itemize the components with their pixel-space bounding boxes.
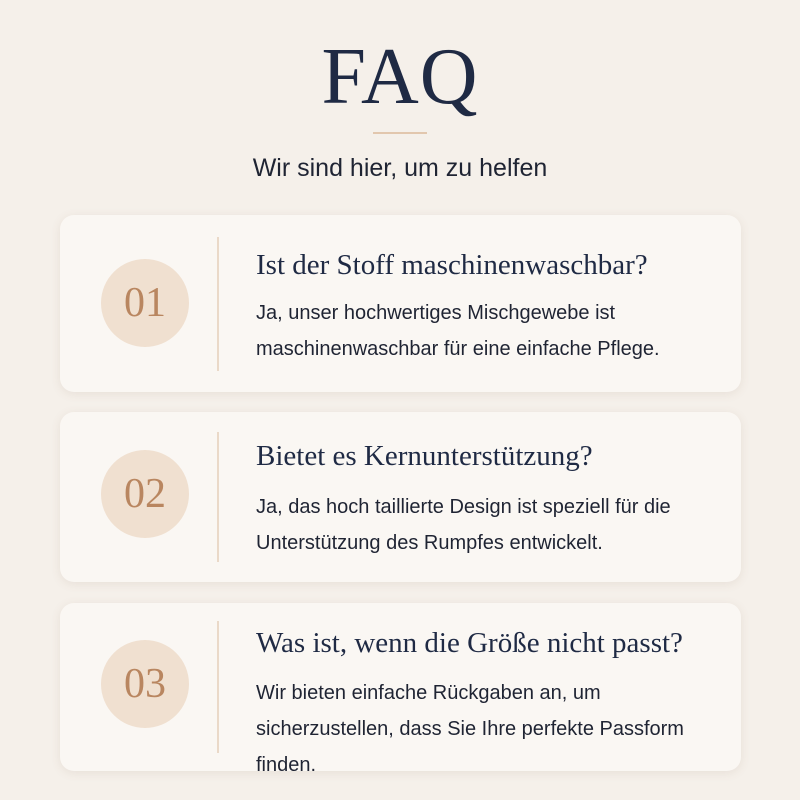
page-subtitle: Wir sind hier, um zu helfen xyxy=(252,154,548,182)
card-divider xyxy=(217,237,219,371)
faq-number-badge: 02 xyxy=(101,450,189,538)
faq-number-badge: 03 xyxy=(101,640,189,728)
faq-question: Bietet es Kernunterstützung? xyxy=(256,440,593,472)
faq-answer: Ja, unser hochwertiges Mischgewebe ist maschinenwaschbar für eine einfache Pflege. xyxy=(256,302,660,360)
faq-item-2[interactable] xyxy=(60,412,741,582)
card-divider xyxy=(217,621,219,753)
faq-question: Ist der Stoff maschinenwaschbar? xyxy=(256,249,648,281)
faq-item-1[interactable] xyxy=(60,215,741,392)
page-title: FAQ xyxy=(321,33,479,121)
faq-item-3[interactable] xyxy=(60,603,741,776)
card-divider xyxy=(217,432,219,562)
faq-number-badge: 01 xyxy=(101,259,189,347)
title-divider xyxy=(373,132,427,134)
faq-answer: Wir bieten einfache Rückgaben an, um sicherzustellen, dass Sie Ihre perfekte Passform finden. xyxy=(256,682,684,776)
faq-answer: Ja, das hoch taillierte Design ist speziell für die Unterstützung des Rumpfes entwickelt. xyxy=(256,496,671,554)
faq-question: Was ist, wenn die Größe nicht passt? xyxy=(256,627,683,659)
